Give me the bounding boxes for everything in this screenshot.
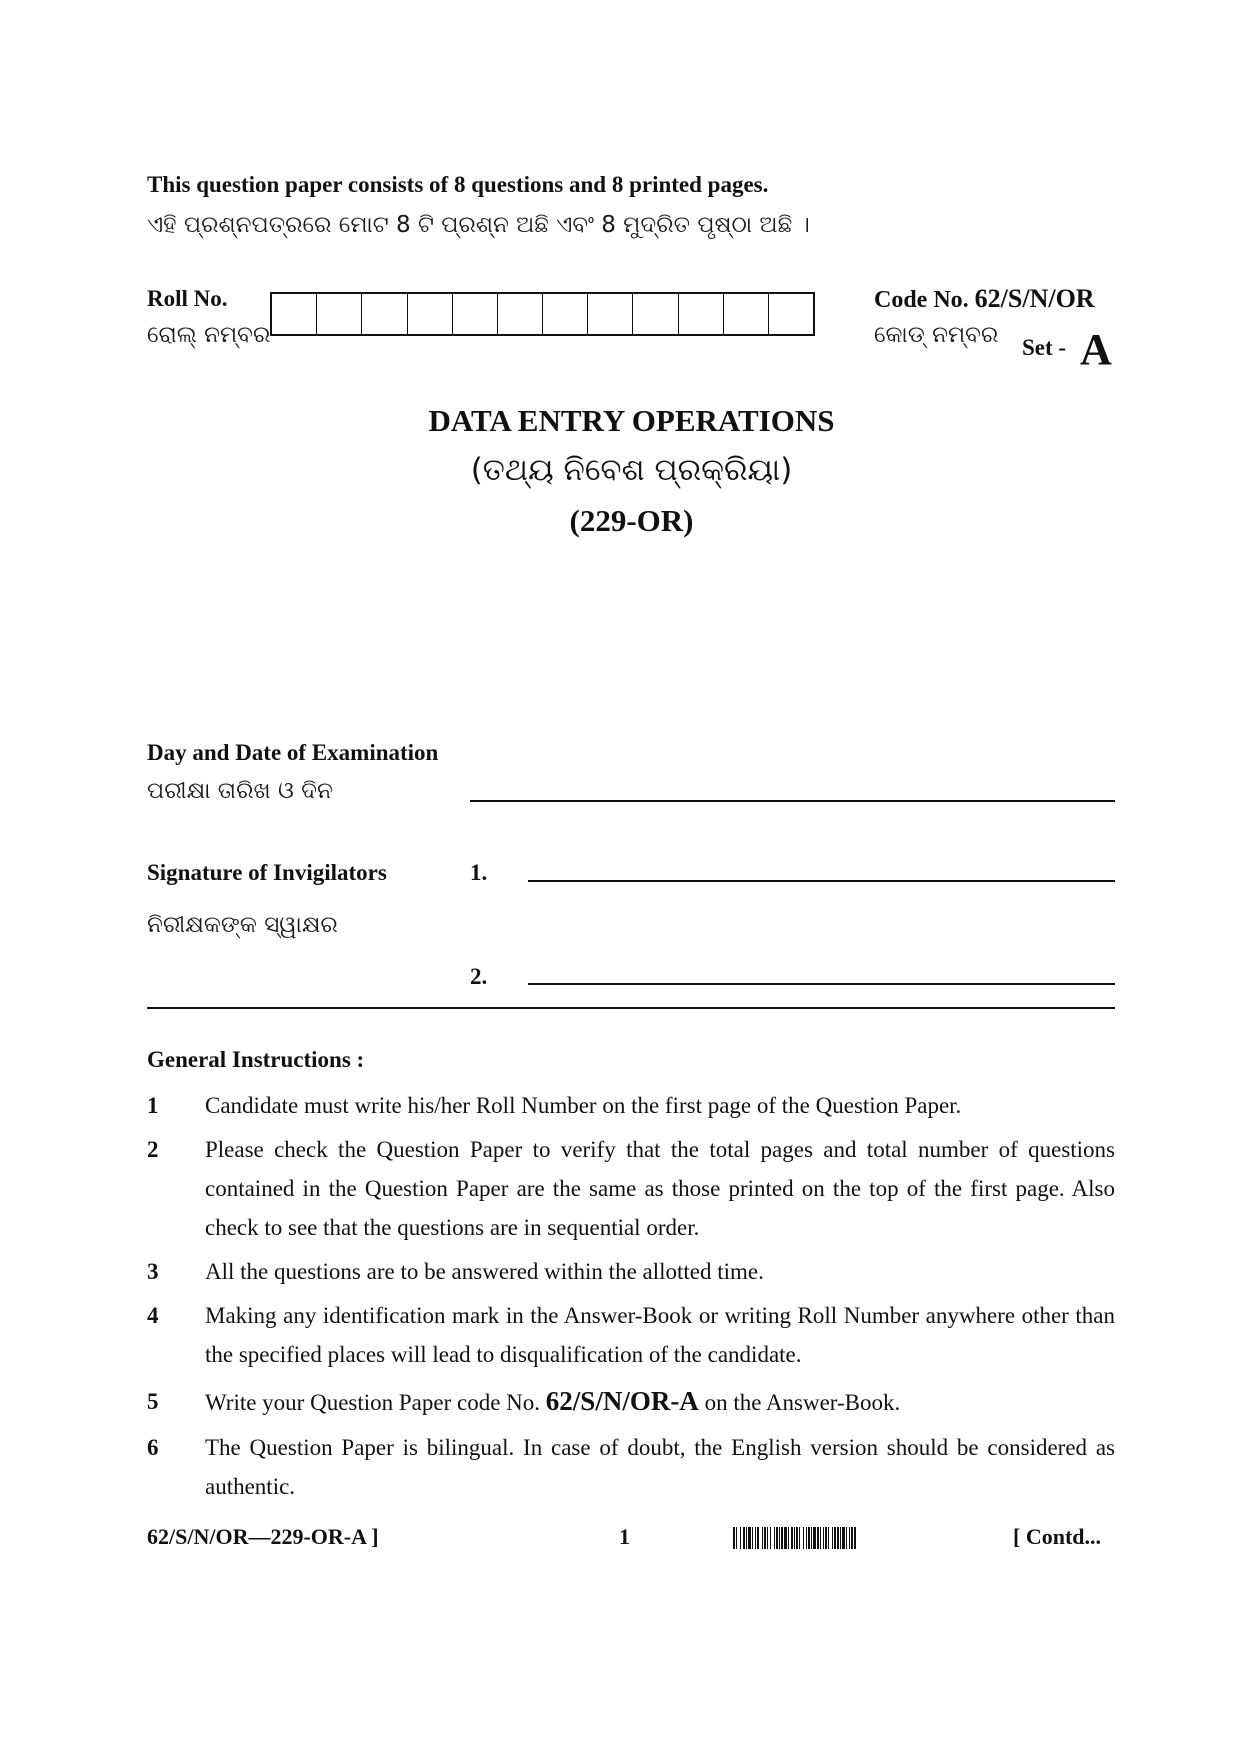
barcode-image [733,1527,983,1549]
footer-paper-code: 62/S/N/OR—229-OR-A ] [147,1524,379,1549]
instruction-item [147,1086,1115,1125]
instruction-text-before: Write your Question Paper code No. [205,1390,541,1415]
roll-label-odia: ରୋଲ୍ ନମ୍ବର [147,322,271,348]
instruction-number: 4 [147,1303,159,1328]
instruction-text [205,1382,1115,1422]
signature-2-number: 2. [470,964,488,989]
instruction-item [147,1252,1115,1291]
instruction-number: 3 [147,1259,159,1284]
instruction-text: Making any identification mark in the Answer-Book or writing Roll Number anywhere other than the specified places will lead to disqualification of the candidate. [205,1303,1115,1367]
page-number: 1 [619,1524,630,1549]
roll-box[interactable] [272,294,317,334]
roll-number-boxes[interactable] [270,292,815,336]
roll-box[interactable] [317,294,362,334]
roll-box[interactable] [543,294,588,334]
barcode-bar [856,1527,857,1549]
answer-book-code: 62/S/N/OR-A [545,1386,699,1416]
instruction-item [147,1296,1115,1374]
instruction-text: Please check the Question Paper to verify that the total pages and total number of questions contained in the Question Paper are the same as those printed on the top of the first page. Also check to see that the questions are in sequential order. [205,1137,1115,1240]
instruction-text: All the questions are to be answered within the allotted time. [205,1259,764,1284]
set-label: Set - [1022,335,1067,360]
roll-box[interactable] [724,294,769,334]
exam-date-label-odia: ପରୀକ୍ଷା ତାରିଖ ଓ ଦିନ [147,778,333,804]
instruction-item [147,1382,1115,1422]
footer-contd: [ Contd... [1013,1524,1102,1549]
instruction-number: 2 [147,1137,159,1162]
paper-consists-en: This question paper consists of 8 questions and 8 printed pages. [147,172,769,197]
signature-2-line[interactable] [528,983,1115,985]
code-value: 62/S/N/OR [974,284,1095,313]
instruction-number: 1 [147,1093,159,1118]
roll-label: Roll No. [147,286,228,311]
code-number [874,284,1095,314]
subject-title-odia: (ତଥ୍ୟ ନିବେଶ ପ୍ରକ୍ରିୟା) [470,452,793,488]
roll-box[interactable] [769,294,813,334]
section-divider [147,1007,1115,1009]
roll-box[interactable] [362,294,407,334]
code-label: Code No. [874,287,969,313]
exam-date-label: Day and Date of Examination [147,740,439,765]
subject-title: DATA ENTRY OPERATIONS [428,403,835,438]
set-value: A [1080,325,1112,374]
instruction-text: The Question Paper is bilingual. In case of doubt, the English version should be considered as authentic. [205,1435,1115,1499]
signature-1-number: 1. [470,860,488,885]
signature-label-odia: ନିରୀକ୍ଷକଙ୍କ ସ୍ୱାକ୍ଷର [147,912,338,938]
roll-box[interactable] [408,294,453,334]
code-label-odia: କୋଡ୍ ନମ୍ବର [874,322,999,348]
instruction-number: 5 [147,1389,159,1414]
exam-date-line[interactable] [470,800,1115,802]
roll-box[interactable] [588,294,633,334]
instructions-heading: General Instructions : [147,1047,365,1072]
signature-1-line[interactable] [528,880,1115,882]
instruction-item [147,1428,1115,1506]
roll-box[interactable] [679,294,724,334]
roll-box[interactable] [453,294,498,334]
roll-box[interactable] [498,294,543,334]
paper-consists-odia: ଏହି ପ୍ରଶ୍ନପତ୍ରରେ ମୋଟ 8 ଟି ପ୍ରଶ୍ନ ଅଛି ଏବଂ 8 ମୁଦ୍ରିତ ପୃଷ୍ଠା ଅଛି । [147,212,810,238]
instruction-text: Candidate must write his/her Roll Number on the first page of the Question Paper. [205,1093,962,1118]
signature-label: Signature of Invigilators [147,860,387,885]
subject-code: (229-OR) [569,503,694,538]
roll-box[interactable] [633,294,678,334]
instruction-number: 6 [147,1435,159,1460]
instruction-item [147,1130,1115,1247]
instruction-text-after: on the Answer-Book. [704,1390,901,1415]
